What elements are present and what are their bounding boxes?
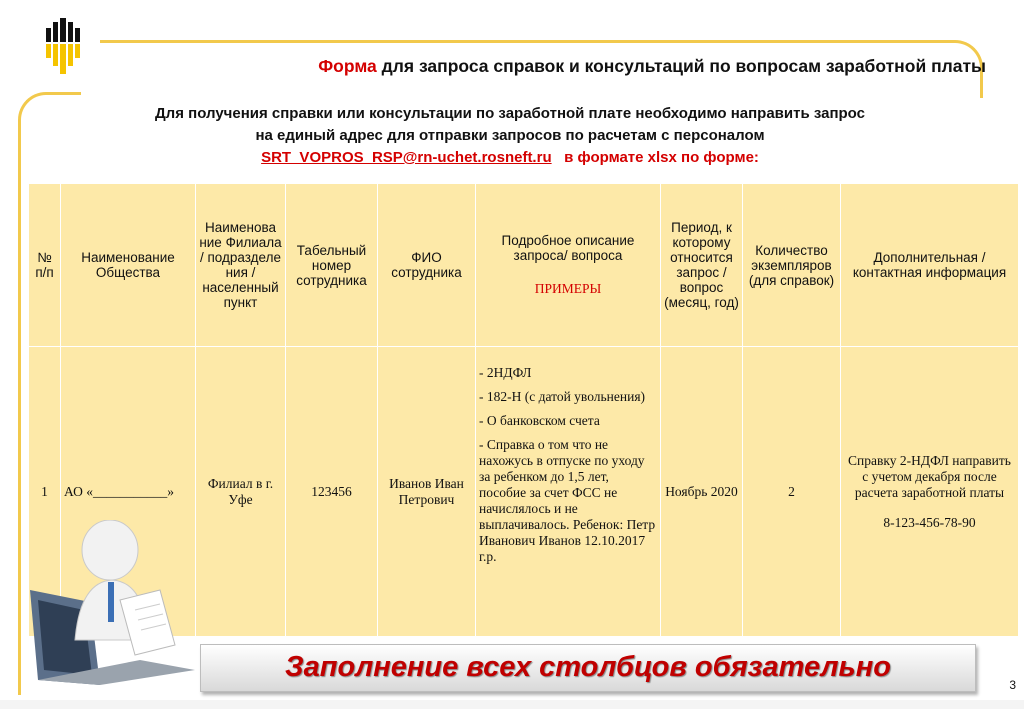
banner-text: Заполнение всех столбцов обязательно <box>285 651 891 683</box>
table-header-row <box>29 184 1019 347</box>
header-branch: Наименова ние Филиала / подразделе ния / населенный пункт <box>196 184 286 347</box>
bottom-bar <box>0 700 1024 709</box>
header-contact: Дополнительная / контактная информация <box>841 184 1019 347</box>
required-banner <box>200 644 976 692</box>
cell-contact <box>841 347 1019 637</box>
examples-label: ПРИМЕРЫ <box>534 281 602 296</box>
cell-tab-num: 123456 <box>286 347 378 637</box>
header-copies: Количество экземпляров (для справок) <box>743 184 841 347</box>
header-org: Наименование Общества <box>61 184 196 347</box>
intro-line-2: на единый адрес для отправки запросов по расчетам с персоналом <box>255 127 765 144</box>
person-laptop-illustration <box>20 520 200 700</box>
intro-line-3 <box>40 149 980 166</box>
format-note: в формате xlsx по форме: <box>564 149 759 166</box>
title-accent: Форма <box>318 56 377 76</box>
page-title <box>318 56 986 77</box>
desc-item: - Справка о том что не нахожусь в отпуске по уходу за ребенком до 1,5 лет, пособие за счет ФСС не начислялось и не выплачивалось. Ребенок: Петр Иванович Иванов 12.10.2017 г.р. <box>479 437 656 564</box>
intro-line-1: Для получения справки или консультации по заработной плате необходимо направить запрос <box>155 105 865 122</box>
desc-item: - 2НДФЛ <box>479 365 532 380</box>
rosneft-logo <box>40 18 88 78</box>
desc-item: - О банковском счета <box>479 413 600 428</box>
contact-text: Справку 2-НДФЛ направить с учетом декабря после расчета заработной платы <box>848 452 1011 500</box>
contact-phone: 8-123-456-78-90 <box>883 514 976 530</box>
cell-copies: 2 <box>743 347 841 637</box>
page-number: 3 <box>1009 678 1016 692</box>
cell-branch: Филиал в г. Уфе <box>196 347 286 637</box>
cell-org: АО «___________» <box>61 347 196 637</box>
header-desc-label: Подробное описание запроса/ вопроса <box>501 233 635 263</box>
cell-period: Ноябрь 2020 <box>661 347 743 637</box>
cell-fio: Иванов Иван Петрович <box>378 347 476 637</box>
header-period: Период, к которому относится запрос / вопрос (месяц, год) <box>661 184 743 347</box>
email-link[interactable]: SRT_VOPROS_RSP@rn-uchet.rosneft.ru <box>261 149 552 166</box>
header-num: № п/п <box>29 184 61 347</box>
header-fio: ФИО сотрудника <box>378 184 476 347</box>
header-desc <box>476 184 661 347</box>
cell-desc <box>476 347 661 637</box>
cell-num: 1 <box>29 347 61 637</box>
title-rest: для запроса справок и консультаций по вопросам заработной платы <box>376 56 986 76</box>
desc-item: - 182-Н (с датой увольнения) <box>479 389 646 404</box>
header-tab-num: Табельный номер сотрудника <box>286 184 378 347</box>
